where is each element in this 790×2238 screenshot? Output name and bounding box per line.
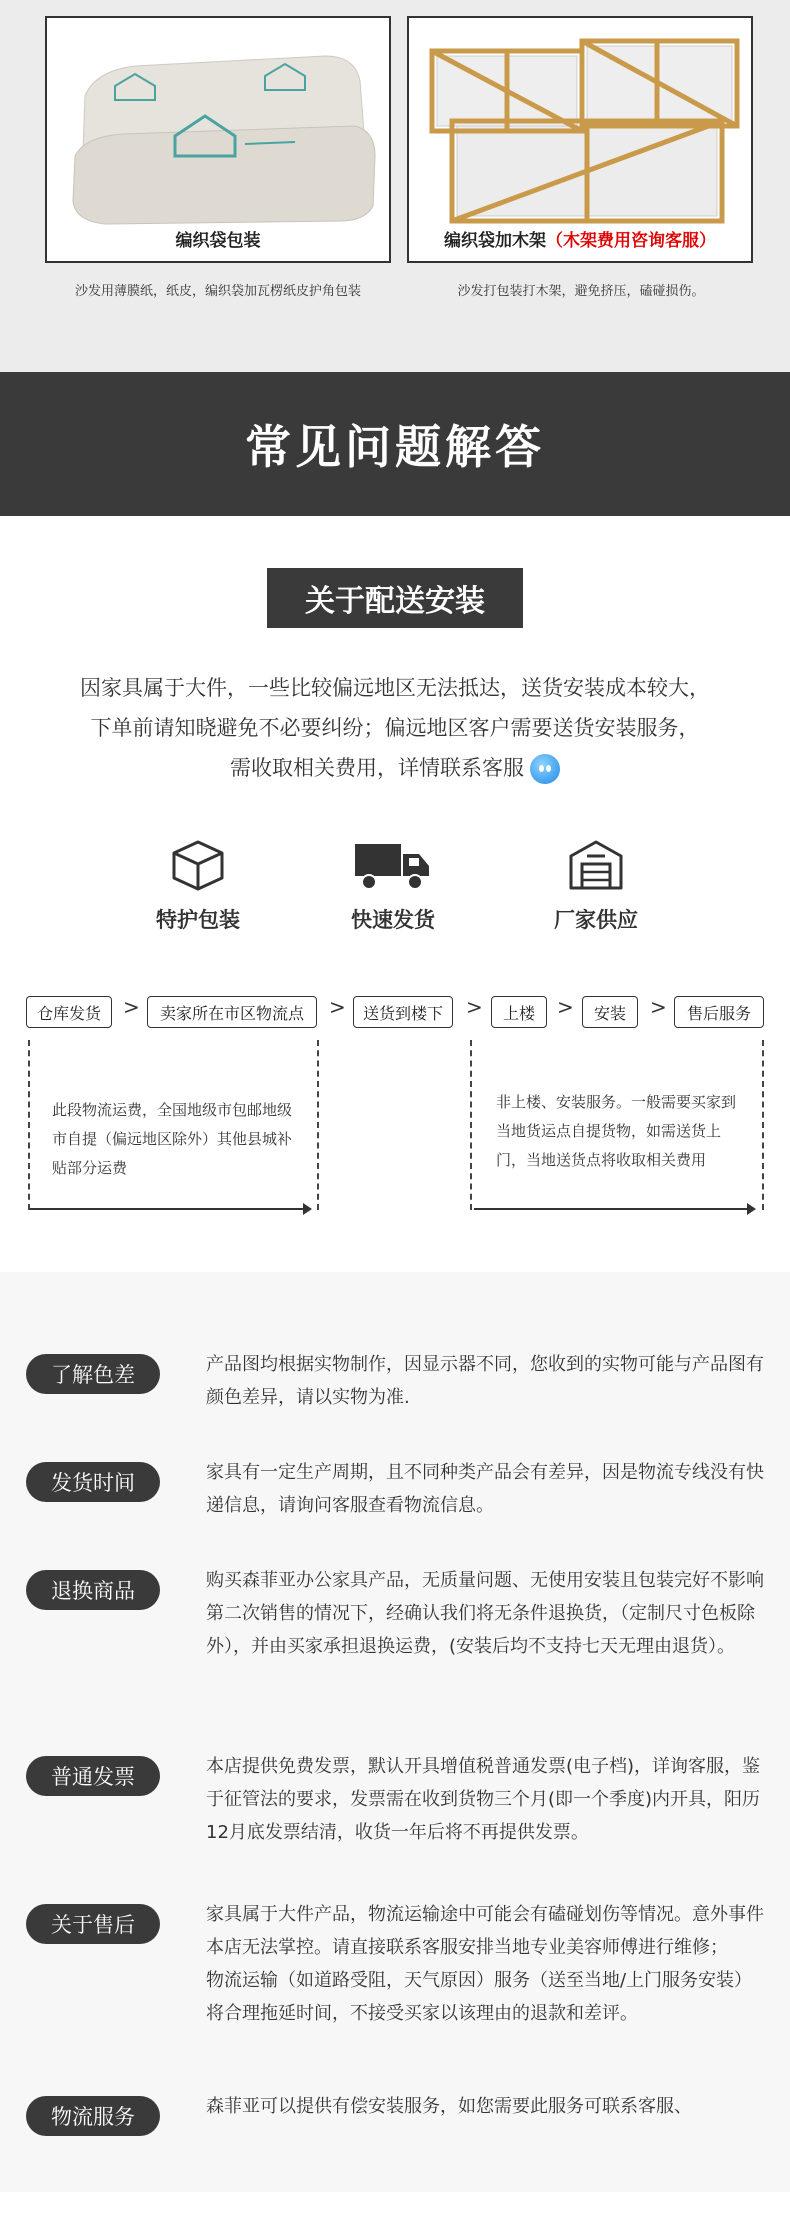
flow-right-note: 非上楼、安装服务。一般需要买家到当地货运点自提货物，如需送货上门，当地送货点将收取相关费用 [496,1093,737,1169]
feature-label-factory: 厂家供应 [554,908,638,932]
flow-arrow-line-left [30,1208,310,1210]
flow-dashed-line [762,1040,764,1210]
woven-bag-package-label: 编织袋包装 [175,231,261,251]
faq-text-after-sales [206,1898,768,2030]
flow-dashed-line [470,1040,472,1210]
flow-arrow: > [650,995,667,1019]
delivery-intro-line-2: 下单前请知晓避免不必要纠纷；偏远地区客户需要送货安装服务， [90,716,700,740]
feature-special-packaging [118,838,278,934]
wooden-crate-fee-note: （木架费用咨询客服） [546,231,716,251]
flow-arrow: > [466,995,483,1019]
wooden-crate-package-card [407,16,753,263]
faq-text-shipping-time: 家具有一定生产周期，且不同种类产品会有差异，因是物流专线没有快递信息，请询问客服查看物流信息。 [206,1462,764,1516]
flow-left-note: 此段物流运费，全国地级市包邮地级市自提（偏远地区除外）其他县城补贴部分运费 [52,1101,293,1177]
flow-arrow: > [329,995,346,1019]
flow-step-delivery-downstairs: 送货到楼下 [353,996,453,1028]
feature-label-shipping: 快速发货 [351,908,435,932]
wooden-crate-package-image [417,26,747,226]
faq-text-logistics-service: 森菲亚可以提供有偿安装服务，如您需要此服务可联系客服、 [206,2096,692,2117]
flow-dashed-line [317,1040,319,1210]
faq-tag-logistics-service: 物流服务 [26,2096,160,2136]
faq-text-invoice: 本店提供免费发票，默认开具增值税普通发票(电子档)，详询客服，鉴于征管法的要求，发票需在收到货物三个月(即一个季度)内开具，阳历12月底发票结清，收货一年后将不再提供发票。 [206,1756,761,1843]
delivery-intro-line-3-wrap [30,748,760,788]
flow-step-install: 安装 [582,996,638,1028]
flow-step-logistics-point: 卖家所在市区物流点 [147,996,317,1028]
wooden-crate-label-text: 编织袋加木架 [444,231,546,251]
customer-service-icon[interactable] [530,754,560,784]
wooden-crate-package-label [409,226,751,251]
delivery-intro-line-3: 需收取相关费用，详情联系客服 [230,756,524,780]
delivery-intro-line-1: 因家具属于大件，一些比较偏远地区无法抵达，送货安装成本较大， [80,676,710,700]
faq-banner [0,372,790,516]
wooden-crate-package-desc: 沙发打包装打木架，避免挤压，磕碰损伤。 [457,284,705,299]
delivery-intro [30,668,760,788]
flow-step-warehouse: 仓库发货 [26,996,112,1028]
flow-step-after-sales: 售后服务 [674,996,764,1028]
woven-bag-package-desc: 沙发用薄膜纸，纸皮，编织袋加瓦楞纸皮护角包装 [74,284,361,299]
faq-text-color-difference: 产品图均根据实物制作，因显示器不同，您收到的实物可能与产品图有颜色差异，请以实物为准. [206,1354,764,1408]
warehouse-icon [567,838,625,892]
faq-tag-invoice: 普通发票 [26,1756,160,1796]
faq-text-returns: 购买森菲亚办公家具产品，无质量问题、无使用安装且包装完好不影响第二次销售的情况下，经确认我们将无条件退换货，（定制尺寸色板除外），并由买家承担退换运费，(安装后均不支持七天无理由退货）。 [206,1570,764,1657]
flow-dashed-line [28,1040,30,1210]
feature-label-packaging: 特护包装 [156,908,240,932]
faq-list [0,1272,790,2192]
delivery-truck-icon [353,838,433,892]
faq-tag-shipping-time: 发货时间 [26,1462,160,1502]
flow-arrow-line-right [474,1208,754,1210]
faq-tag-returns: 退换商品 [26,1570,160,1610]
faq-tag-color-difference: 了解色差 [26,1354,160,1394]
faq-text-after-sales-p1: 家具属于大件产品，物流运输途中可能会有磕碰划伤等情况。意外事件本店无法掌控。请直接联系客服安排当地专业美容师傅进行维修； [206,1904,764,1958]
delivery-section-title: 关于配送安装 [267,568,523,628]
packaging-section [0,0,790,372]
faq-tag-after-sales: 关于售后 [26,1904,160,1944]
feature-fast-shipping [313,838,473,934]
woven-bag-package-image [55,26,385,226]
flow-arrow: > [557,995,574,1019]
flow-arrow: > [123,995,140,1019]
faq-text-after-sales-p2: 物流运输（如道路受阻，天气原因）服务（送至当地/上门服务安装）将合理拖延时间，不接受买家以该理由的退款和差评。 [206,1970,753,2024]
faq-banner-title: 常见问题解答 [245,420,545,474]
flow-step-upstairs: 上楼 [491,996,547,1028]
feature-factory-supply [516,838,676,934]
woven-bag-package-card [45,16,391,263]
package-box-icon [169,838,227,892]
